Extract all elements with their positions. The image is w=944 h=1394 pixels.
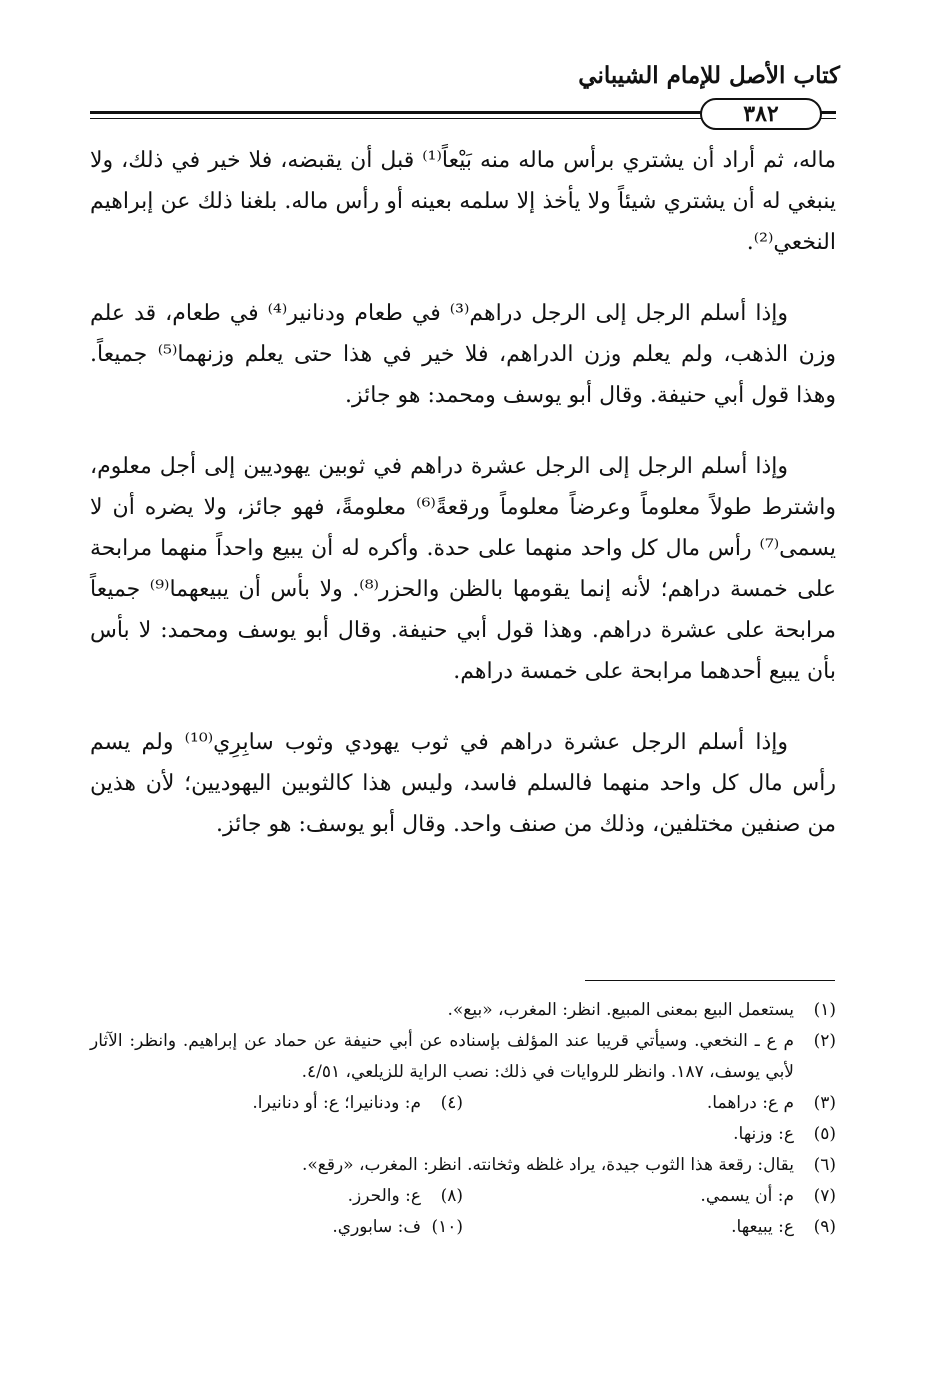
paragraph-2: وإذا أسلم الرجل إلى الرجل دراهم⁽³⁾ في طعام ودنانير⁽⁴⁾ في طعام، قد علم وزن الذهب، ولم يعلم وزن الدراهم، فلا خير في هذا حتى يعلم وزنهما⁽⁵⁾ جميعاً. وهذا قول أبي حنيفة. وقال أبو يوسف ومحمد: هو جائز. (90, 301, 836, 408)
footnote-7 (463, 1181, 836, 1212)
footnote-number: (١) (813, 1000, 836, 1020)
footnote-text: يستعمل البيع بمعنى المبيع. انظر: المغرب، «بيع». (447, 1000, 794, 1020)
footnote-text: يقال: رقعة هذا الثوب جيدة، يراد غلظه وثخانته. انظر: المغرب، «رقع». (301, 1155, 794, 1175)
footnote-number: (١٠) (431, 1217, 463, 1237)
footnote-6 (90, 1150, 836, 1181)
footnote-number: (٧) (813, 1186, 836, 1206)
footnote-text: م ع: دراهما. (706, 1093, 794, 1113)
paragraph-1: ماله، ثم أراد أن يشتري برأس ماله منه بَيْعاً⁽¹⁾ قبل أن يقبضه، فلا خير في ذلك، ولا ينبغي له أن يشتري شيئاً ولا يأخذ إلا سلمه بعينه أو رأس ماله. بلغنا ذلك عن إبراهيم النخعي⁽²⁾. (90, 148, 836, 255)
footnote-text: م: ودنانيرا؛ ع: أو دنانيرا. (252, 1093, 421, 1113)
footnote-1 (90, 995, 836, 1026)
footnote-4 (90, 1088, 463, 1119)
paragraph-3: وإذا أسلم الرجل إلى الرجل عشرة دراهم في ثوبين يهوديين إلى أجل معلوم، واشترط طولاً معلوماً وعرضاً معلوماً ورقعةً⁽⁶⁾ معلومةً، فهو جائز، ولا يضره أن لا يسمى⁽⁷⁾ رأس مال كل واحد منهما على حدة. وأكره له أن يبيع واحداً منهما مرابحة على خمسة دراهم؛ لأنه إنما يقومها بالظن والحزر⁽⁸⁾. ولا بأس أن يبيعهما⁽⁹⁾ جميعاً مرابحة على عشرة دراهم. وهذا قول أبي حنيفة. وقال أبو يوسف ومحمد: لا بأس بأن يبيع أحدهما مرابحة على خمسة دراهم. (90, 454, 836, 684)
footnote-2 (90, 1026, 836, 1088)
page-number: ٣٨٢ (700, 98, 822, 130)
footnote-number: (٨) (440, 1186, 463, 1206)
footnote-text: م: أن يسمي. (700, 1186, 794, 1206)
running-header-title: كتاب الأصل للإمام الشيباني (578, 62, 840, 89)
footnote-9 (463, 1212, 836, 1243)
footnote-5 (90, 1119, 836, 1150)
footnote-text: ع: والحرز. (347, 1186, 421, 1206)
footnote-3 (463, 1088, 836, 1119)
footnote-text: ف: سابوري. (332, 1217, 421, 1237)
footnotes (90, 995, 836, 1243)
footnote-number: (٦) (813, 1155, 836, 1175)
footnote-text: ع: وزنها. (733, 1124, 794, 1144)
footnote-number: (٢) (813, 1031, 836, 1051)
paragraph-4: وإذا أسلم الرجل عشرة دراهم في ثوب يهودي وثوب سابِرِي⁽¹⁰⁾ ولم يسم رأس مال كل واحد منهما فالسلم فاسد، وليس هذا كالثوبين اليهوديين؛ لأن هذين من صنفين مختلفين، وذلك من صنف واحد. وقال أبو يوسف: هو جائز. (90, 730, 836, 837)
footnote-number: (٤) (440, 1093, 463, 1113)
footnote-8 (90, 1181, 463, 1212)
footnote-row (90, 1212, 836, 1243)
footnote-row (90, 1181, 836, 1212)
footnote-text: ع: يبيعها. (731, 1217, 794, 1237)
footnote-text: م ع ـ النخعي. وسيأتي قريبا عند المؤلف بإسناده عن أبي حنيفة عن حماد عن إبراهيم. وانظر: الآثار لأبي يوسف، ١٨٧. وانظر للروايات في ذلك: نصب الراية للزيلعي، ٤/٥١. (90, 1031, 794, 1082)
footnote-separator (585, 980, 835, 981)
footnote-10 (90, 1212, 463, 1243)
main-text (90, 140, 836, 875)
footnote-number: (٣) (813, 1093, 836, 1113)
footnote-number: (٥) (813, 1124, 836, 1144)
footnote-number: (٩) (813, 1217, 836, 1237)
footnote-row (90, 1088, 836, 1119)
